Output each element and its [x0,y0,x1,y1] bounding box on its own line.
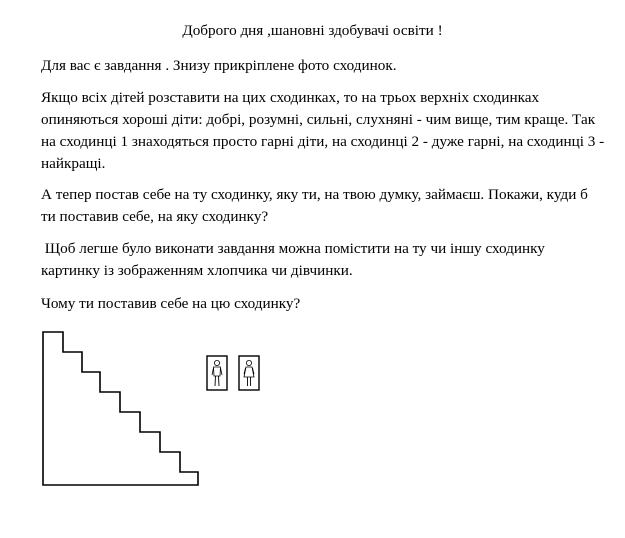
stairs-figure [40,327,268,489]
girl-figure-icon [239,356,259,390]
boy-figure-icon [207,356,227,390]
reason-question-paragraph: Чому ти поставив себе на цю сходинку? [41,295,301,312]
staircase-drawing [43,332,198,485]
picture-hint-paragraph: Щоб легше було виконати завдання можна помістити на ту чи іншу сходинку картинку із зображенням хлопчика чи дівчинки. [41,240,549,279]
greeting-title: Доброго дня ,шановні здобувачі освіти ! [182,22,443,39]
stairs-explanation-paragraph: Якщо всіх дітей розставити на цих сходинках, то на трьох верхніх сходинках опиняються хороші діти: добрі, розумні, сильні, слухняні - чим вище, тим краще. Так на сходинці 1 знаходяться просто гарні діти, на сходинці 2 - дуже гарні, на сходинці 3 - найкращі. [41,89,605,172]
task-intro-paragraph: Для вас є завдання . Знизу прикріплене фото сходинок. [41,57,397,74]
self-placement-paragraph: А тепер постав себе на ту сходинку, яку ти, на твою думку, займаєш. Покажи, куди б ти поставив себе, на яку сходинку? [41,186,588,225]
